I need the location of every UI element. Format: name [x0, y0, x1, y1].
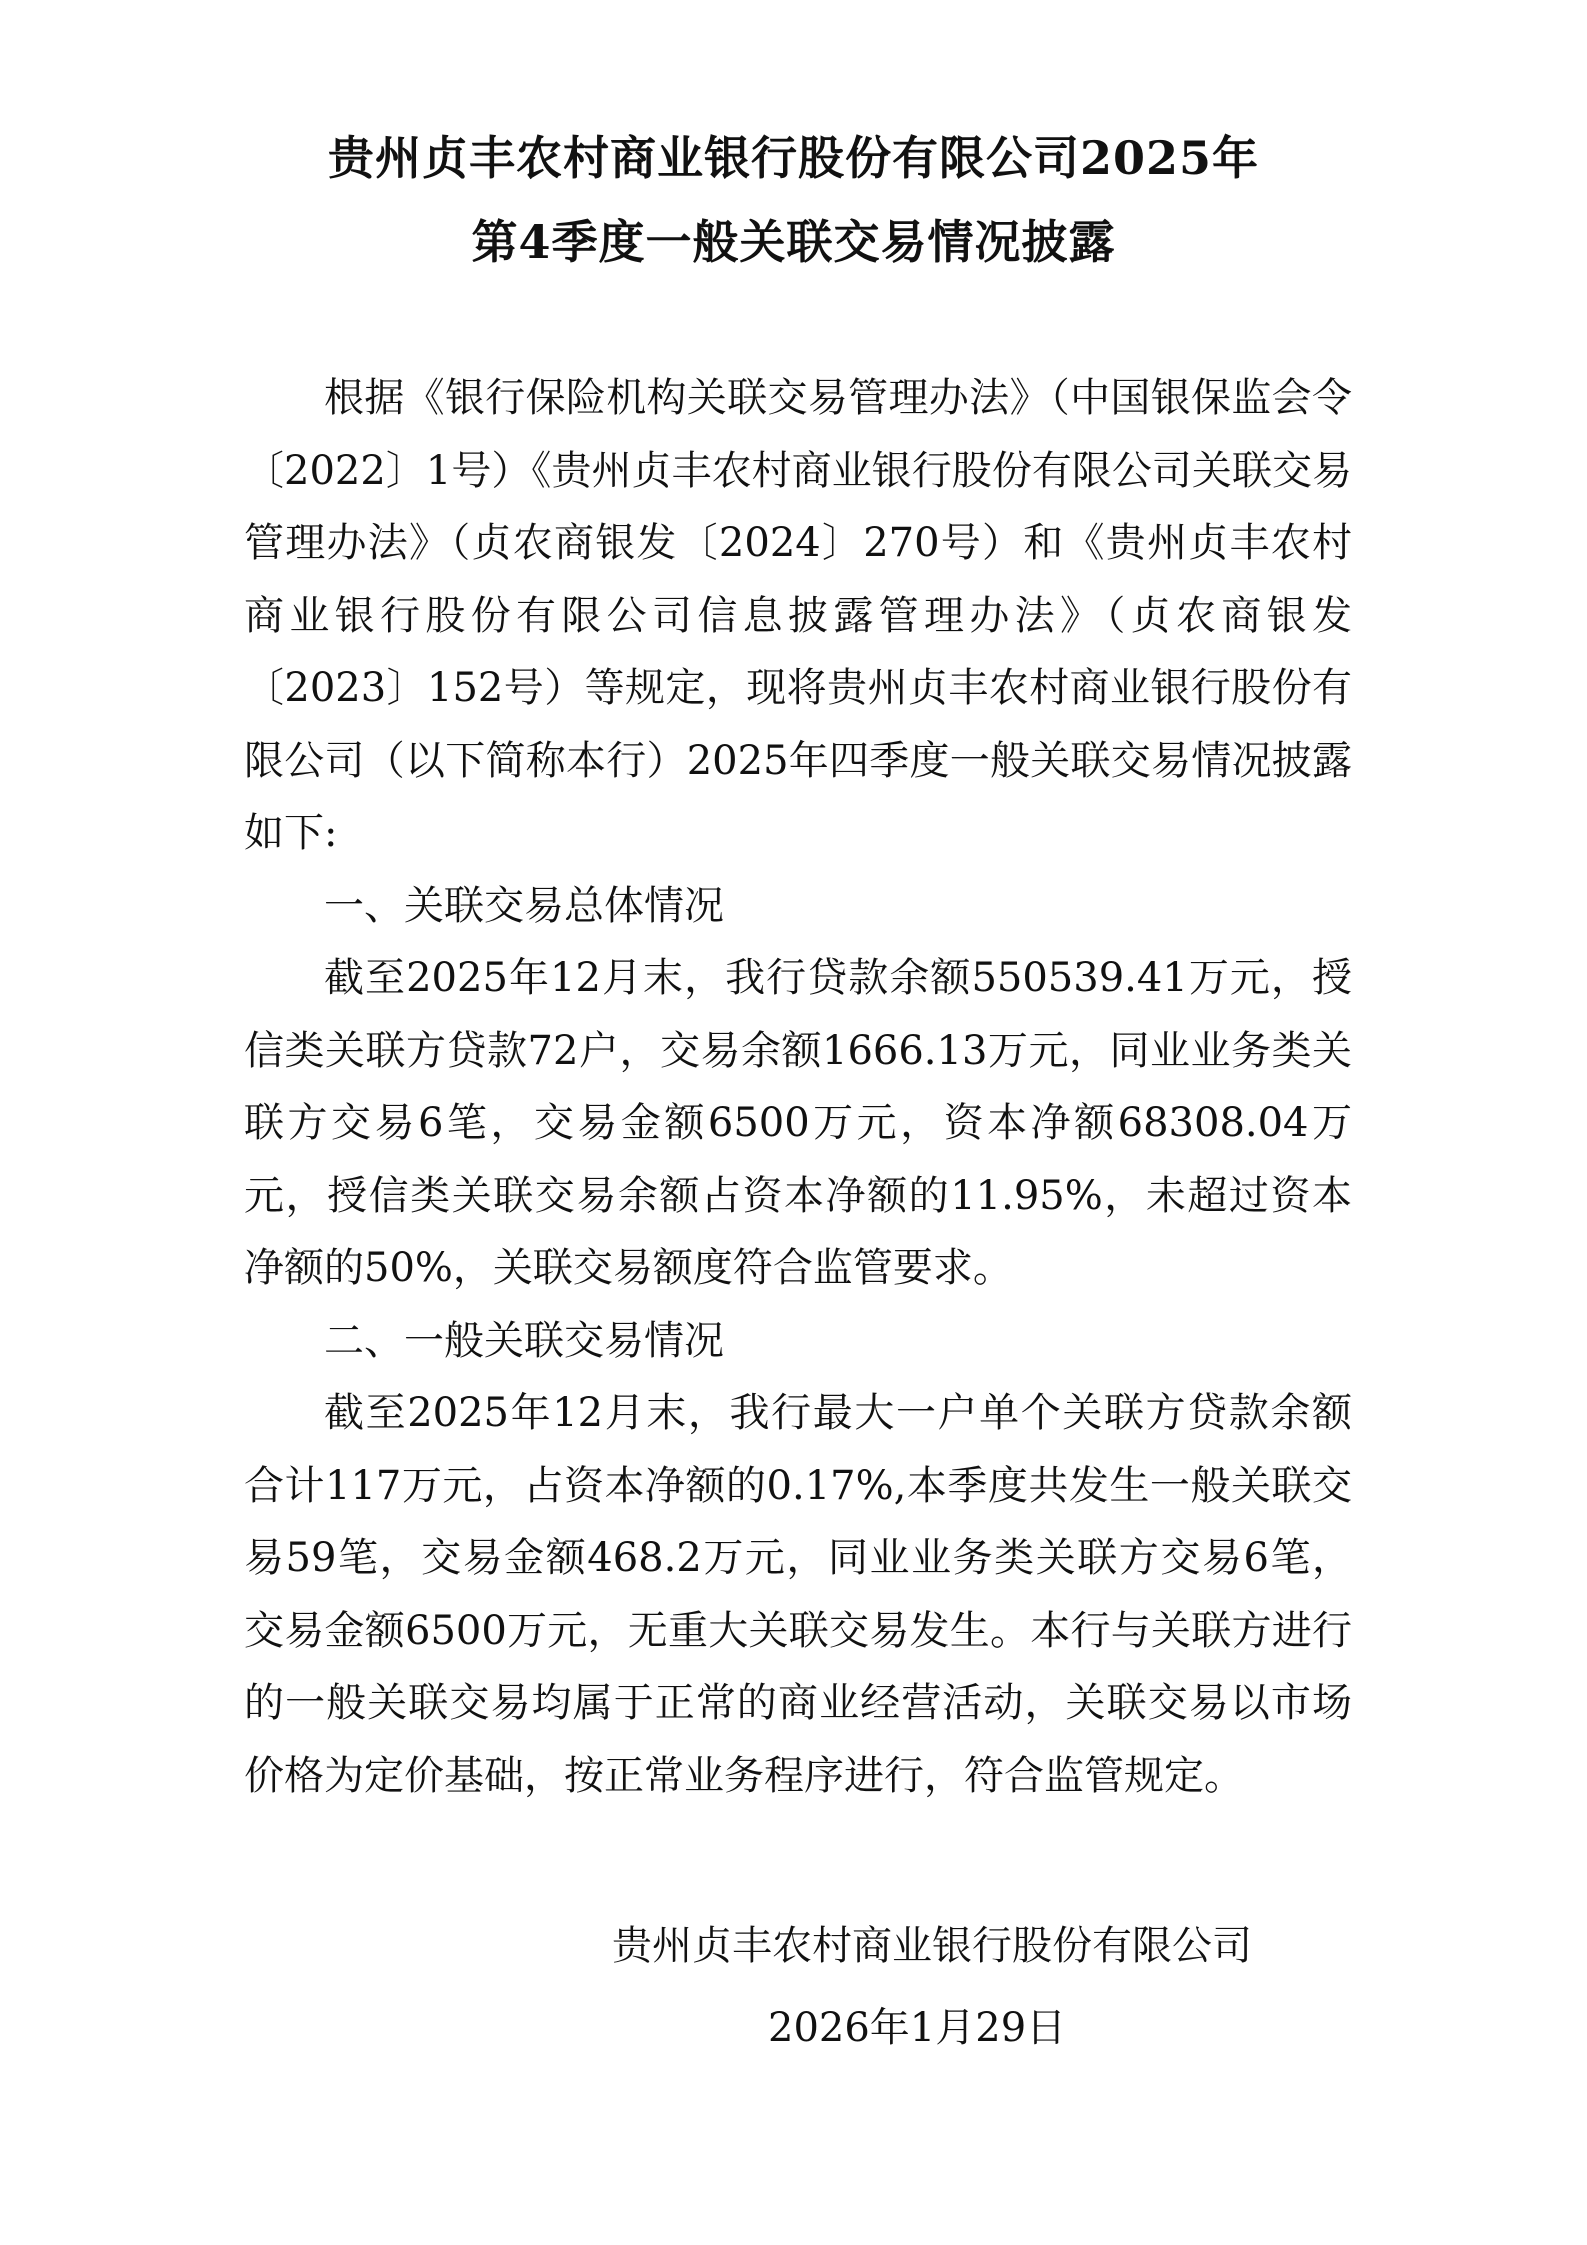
- document-title-line1: 贵州贞丰农村商业银行股份有限公司2025年: [327, 131, 1260, 185]
- section1-paragraph: 截至2025年12月末，我行贷款余额550539.41万元，授信类关联方贷款72户，交易余额1666.13万元，同业业务类关联方交易6笔，交易金额6500万元，资本净额68308.04万元，授信类关联交易余额占资本净额的11.95%，未超过资本净额的50%，关联交易额度符合监管要求。: [244, 955, 1352, 1291]
- document-body: [244, 362, 1352, 1812]
- signature-date: 2026年1月29日: [768, 2005, 1067, 2051]
- section2-heading: 二、一般关联交易情况: [324, 1317, 724, 1364]
- document-title-line2: 第4季度一般关联交易情况披露: [471, 215, 1116, 269]
- signature-organization: 贵州贞丰农村商业银行股份有限公司: [612, 1923, 1252, 1969]
- section2-paragraph: 截至2025年12月末，我行最大一户单个关联方贷款余额合计117万元，占资本净额的0.17%,本季度共发生一般关联交易59笔，交易金额468.2万元，同业业务类关联方交易6笔，交易金额6500万元，无重大关联交易发生。本行与关联方进行的一般关联交易均属于正常的商业经营活动，关联交易以市场价格为定价基础，按正常业务程序进行，符合监管规定。: [244, 1390, 1352, 1799]
- section1-heading: 一、关联交易总体情况: [324, 882, 724, 929]
- intro-paragraph: 根据《银行保险机构关联交易管理办法》（中国银保监会令〔2022〕1号）《贵州贞丰农村商业银行股份有限公司关联交易管理办法》（贞农商银发〔2024〕270号）和《贵州贞丰农村商业银行股份有限公司信息披露管理办法》（贞农商银发〔2023〕152号）等规定，现将贵州贞丰农村商业银行股份有限公司（以下简称本行）2025年四季度一般关联交易情况披露如下:: [244, 375, 1352, 856]
